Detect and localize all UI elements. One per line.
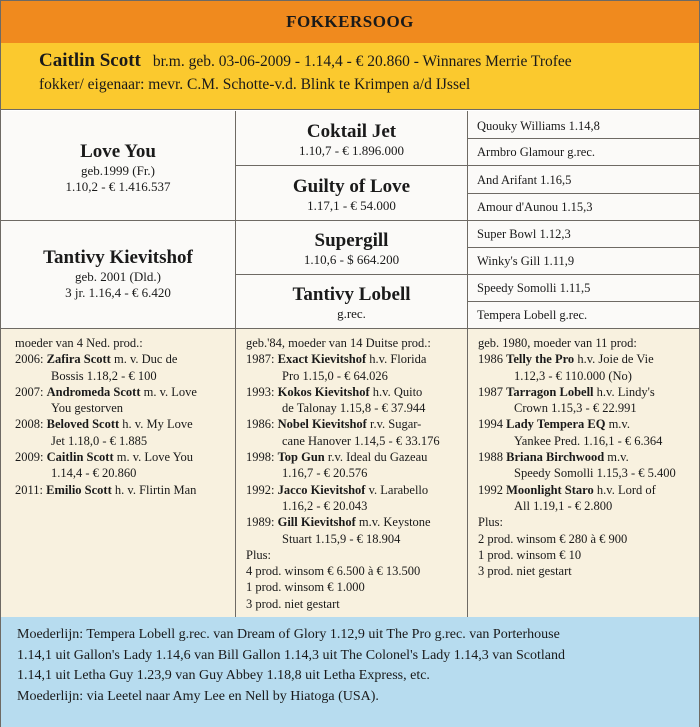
- great-grandparent: Winky's Gill 1.11,9: [477, 254, 575, 268]
- entry-name: Emilio Scott: [46, 482, 112, 497]
- entry-detail: h.v. Florida: [369, 352, 427, 367]
- entry-name: Telly the Pro: [506, 352, 575, 367]
- production-intro: geb. 1980, moeder van 11 prod:: [478, 336, 637, 350]
- entry-name: Top Gun: [277, 450, 325, 465]
- production-entry: [246, 449, 461, 482]
- plus-line: 3 prod. niet gestart: [246, 596, 340, 611]
- entry-name: Kokos Kievitshof: [277, 384, 370, 399]
- grandparent-name: Tantivy Lobell: [292, 284, 411, 305]
- entry-detail-cont: Bossis 1.18,2 - € 100: [51, 368, 157, 383]
- production-entry: [478, 384, 693, 417]
- production-entry: [478, 449, 693, 482]
- grandparent-record: 1.17,1 - € 54.000: [307, 198, 396, 213]
- entry-detail-cont: Pro 1.15,0 - € 64.026: [282, 368, 388, 383]
- entry-name: Exact Kievitshof: [277, 352, 367, 367]
- entry-detail: h.v. Joie de Vie: [577, 352, 654, 367]
- sire-born: geb.1999 (Fr.): [80, 163, 156, 178]
- plus-label: Plus:: [246, 547, 272, 562]
- entry-year: 1989:: [246, 515, 275, 530]
- sire-record: 1.10,2 - € 1.416.537: [65, 179, 171, 194]
- production-entry: [15, 384, 229, 417]
- entry-detail: m. v. Duc de: [113, 352, 178, 367]
- grandparent-name: Supergill: [314, 230, 389, 251]
- entry-year: 1986:: [246, 417, 275, 432]
- production-intro: geb.'84, moeder van 14 Duitse prod.:: [246, 336, 431, 350]
- sire-dam-production: [1, 329, 235, 498]
- entry-detail: h. v. Flirtin Man: [114, 482, 197, 497]
- great-grandparent: And Arifant 1.16,5: [477, 173, 572, 187]
- horse-breeder: fokker/ eigenaar: mevr. C.M. Schotte-v.d. Blink te Krimpen a/d IJssel: [39, 76, 471, 93]
- entry-detail: h.v. Lindy's: [596, 384, 655, 399]
- great-grandparent: Super Bowl 1.12,3: [477, 227, 571, 241]
- entry-detail-cont: 1.16,7 - € 20.576: [282, 466, 368, 481]
- production-entry: [478, 351, 693, 384]
- entry-year: 1993:: [246, 384, 275, 399]
- production-entry: [246, 514, 461, 547]
- entry-year: 2011:: [15, 482, 44, 497]
- entry-detail: r.v. Ideal du Gazeau: [327, 450, 428, 465]
- great-grandparent: Speedy Somolli 1.11,5: [477, 281, 591, 295]
- grandparent-cell: [236, 121, 467, 159]
- footer-line: Moederlijn: via Leetel naar Amy Lee en Nell by Hiatoga (USA).: [17, 688, 379, 704]
- horse-info: br.m. geb. 03-06-2009 - 1.14,4 - € 20.860 - Winnares Merrie Trofee: [152, 53, 572, 70]
- entry-detail: r.v. Sugar-: [369, 417, 422, 432]
- entry-detail-cont: Speedy Somolli 1.15,3 - € 5.400: [514, 466, 676, 481]
- entry-name: Beloved Scott: [46, 417, 120, 432]
- entry-year: 1987:: [246, 352, 275, 367]
- granddam-production: [236, 329, 467, 612]
- grandparent-cell: [236, 230, 467, 268]
- production-entry: [246, 384, 461, 417]
- sire-cell: [1, 141, 235, 195]
- production-entry: [15, 482, 229, 498]
- plus-line: 3 prod. niet gestart: [478, 564, 572, 579]
- production-entry: [478, 482, 693, 515]
- entry-name: Jacco Kievitshof: [277, 482, 366, 497]
- production-entry: [246, 351, 461, 384]
- entry-year: 1994: [478, 417, 503, 432]
- entry-detail: m. v. Love You: [116, 450, 194, 465]
- production-entry: [15, 351, 229, 384]
- production-entry: [246, 482, 461, 515]
- plus-line: 2 prod. winsom € 280 à € 900: [478, 531, 628, 546]
- footer-line: 1.14,1 uit Gallon's Lady 1.14,6 van Bill Gallon 1.14,3 uit The Colonel's Lady 1.14,3 van Scotland: [17, 647, 566, 663]
- plus-line: 4 prod. winsom € 6.500 à € 13.500: [246, 564, 421, 579]
- entry-detail-cont: All 1.19,1 - € 2.800: [514, 498, 613, 513]
- entry-detail: v. Larabello: [368, 482, 429, 497]
- entry-detail: m.v.: [607, 450, 629, 465]
- entry-name: Gill Kievitshof: [277, 515, 356, 530]
- entry-year: 1998:: [246, 450, 275, 465]
- entry-year: 2006:: [15, 352, 44, 367]
- entry-year: 1992:: [246, 482, 275, 497]
- footer-line: 1.14,1 uit Letha Guy 1.23,9 van Guy Abbey 1.18,8 uit Letha Express, etc.: [17, 668, 430, 683]
- entry-year: 2009:: [15, 450, 44, 465]
- great-grandparent: Armbro Glamour g.rec.: [477, 145, 596, 159]
- entry-detail-cont: Jet 1.18,0 - € 1.885: [51, 433, 148, 448]
- entry-year: 2008:: [15, 417, 44, 432]
- grandparent-name: Guilty of Love: [292, 176, 411, 197]
- entry-detail: m. v. Love: [143, 384, 197, 399]
- production-entry: [246, 416, 461, 449]
- footer-line: Moederlijn: Tempera Lobell g.rec. van Dream of Glory 1.12,9 uit The Pro g.rec. van Porterhouse: [17, 627, 560, 642]
- entry-detail-cont: Yankee Pred. 1.16,1 - € 6.364: [514, 433, 663, 448]
- entry-detail: m.v. Keystone: [358, 515, 431, 530]
- entry-detail-cont: 1.14,4 - € 20.860: [51, 466, 137, 481]
- entry-name: Zafira Scott: [46, 352, 111, 367]
- dam-name: Tantivy Kievitshof: [43, 247, 193, 268]
- entry-detail: h.v. Quito: [372, 384, 423, 399]
- entry-name: Tarragon Lobell: [506, 384, 594, 399]
- entry-name: Lady Tempera EQ: [506, 417, 606, 432]
- entry-name: Caitlin Scott: [46, 450, 114, 465]
- dam-cell: [1, 247, 235, 301]
- entry-detail: h.v. Lord of: [596, 482, 656, 497]
- entry-year: 1986: [478, 352, 503, 367]
- grandparent-record: 1.10,7 - € 1.896.000: [298, 143, 405, 158]
- grandparent-cell: [236, 284, 467, 322]
- production-entry: [15, 416, 229, 449]
- entry-detail-cont: 1.16,2 - € 20.043: [282, 498, 368, 513]
- entry-detail-cont: Stuart 1.15,9 - € 18.904: [282, 531, 401, 546]
- great-grandparent: Amour d'Aunou 1.15,3: [477, 200, 593, 214]
- grandparent-record: 1.10,6 - $ 664.200: [303, 252, 400, 267]
- grandparent-cell: [236, 176, 467, 214]
- great-grandparent: Quouky Williams 1.14,8: [477, 119, 600, 133]
- great-granddam-production: [468, 329, 699, 579]
- entry-detail-cont: Crown 1.15,3 - € 22.991: [514, 401, 637, 416]
- entry-name: Briana Birchwood: [506, 450, 605, 465]
- entry-year: 1992: [478, 482, 503, 497]
- entry-detail: h. v. My Love: [122, 417, 193, 432]
- entry-detail: m.v.: [608, 417, 630, 432]
- pedigree-table: [1, 111, 699, 328]
- entry-year: 2007:: [15, 384, 44, 399]
- grandparent-name: Coktail Jet: [306, 121, 397, 142]
- entry-name: Moonlight Staro: [506, 482, 594, 497]
- grandparent-record: g.rec.: [337, 306, 366, 321]
- horse-name: Caitlin Scott: [39, 50, 141, 71]
- dam-record: 3 jr. 1.16,4 - € 6.420: [65, 285, 171, 300]
- great-grandparent: Tempera Lobell g.rec.: [477, 308, 588, 322]
- entry-year: 1987: [478, 384, 503, 399]
- entry-detail-cont: cane Hanover 1.14,5 - € 33.176: [282, 433, 440, 448]
- entry-year: 1988: [478, 450, 503, 465]
- dam-born: geb. 2001 (Dld.): [75, 269, 161, 284]
- plus-line: 1 prod. winsom € 10: [478, 547, 582, 562]
- entry-detail-cont: 1.12,3 - € 110.000 (No): [514, 368, 632, 383]
- sire-name: Love You: [80, 141, 156, 162]
- horse-header: [1, 43, 699, 110]
- entry-detail-cont: de Talonay 1.15,8 - € 37.944: [282, 401, 426, 416]
- production-section: [1, 328, 699, 619]
- horse-header-line1: [39, 49, 687, 73]
- production-entry: [15, 449, 229, 482]
- production-intro: moeder van 4 Ned. prod.:: [15, 336, 143, 350]
- plus-label: Plus:: [478, 515, 504, 530]
- page-title: FOKKERSOOG: [1, 1, 699, 44]
- entry-name: Andromeda Scott: [46, 384, 141, 399]
- dam-line-footer: [1, 617, 699, 727]
- plus-line: 1 prod. winsom € 1.000: [246, 580, 365, 595]
- production-entry: [478, 416, 693, 449]
- entry-detail-cont: You gestorven: [51, 401, 123, 416]
- entry-name: Nobel Kievitshof: [277, 417, 367, 432]
